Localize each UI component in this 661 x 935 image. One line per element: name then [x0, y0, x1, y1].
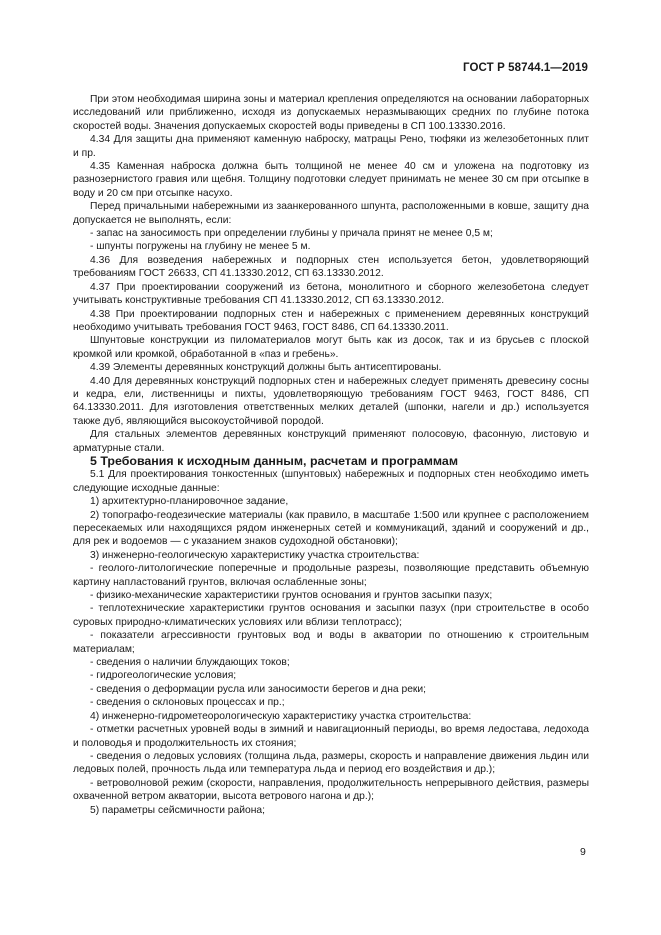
page-number: 9 — [580, 846, 586, 858]
section-title: 5 Требования к исходным данным, расчетам и программам — [90, 453, 458, 468]
paragraph-4-35: 4.35 Каменная наброска должна быть толщиной не менее 40 см и уложена на подготовку из разнозернистого гравия или щебня. Толщину подготовки следует принимать не менее 30 см при отсыпке в воду и 20 см при отсыпке насухо. — [73, 161, 589, 199]
sub-list-item: - сведения о склоновых процессах и пр.; — [90, 697, 285, 709]
paragraph-4-40: 4.40 Для деревянных конструкций подпорных стен и набережных следует применять древесину сосны и кедра, ели, лиственницы и пихты, удовлетворяющую требованиям ГОСТ 9463, ГОСТ 8486, СП 64.13330.2011. Для изготовления ответственных мелких деталей (шпонки, нагели и др.) используется также дуб, являющийся высокоустойчивой породой. — [73, 375, 589, 427]
paragraph: При этом необходимая ширина зоны и материал крепления определяются на основании лабораторных исследований или приближенно, исходя из допускаемых неразмывающих средних по глубине потока скоростей воды. Значения допускаемых скоростей воды приведены в СП 100.13330.2016. — [73, 94, 589, 132]
paragraph: Перед причальными набережными из заанкерованного шпунта, расположенными в ковше, защиту дна допускается не выполнять, если: — [73, 201, 589, 226]
sub-list-item: - ветроволновой режим (скорости, направления, продолжительность непрерывного действия, размеры охваченной ветром акватории, высота ветрового нагона и др.); — [73, 777, 589, 803]
paragraph-5-1: 5.1 Для проектирования тонкостенных (шпунтовых) набережных и подпорных стен необходимо иметь следующие исходные данные: — [73, 469, 589, 494]
paragraph: Шпунтовые конструкции из пиломатериалов могут быть как из досок, так и из брусьев с плоской кромкой или кромкой, обработанной в «паз и гребень». — [73, 335, 589, 360]
sub-list-item: - сведения о наличии блуждающих токов; — [90, 657, 290, 669]
sub-list-item: - сведения о деформации русла или заносимости берегов и дна реки; — [90, 683, 427, 695]
paragraph-4-38: 4.38 При проектировании подпорных стен и набережных с применением деревянных конструкций необходимо учитывать требования ГОСТ 9463, ГОСТ 8486, СП 64.13330.2011. — [73, 308, 589, 333]
list-item: 4) инженерно-гидрометеорологическую характеристику участка строительства: — [90, 710, 472, 722]
list-item: - шпунты погружены на глубину не менее 5 м. — [90, 241, 311, 253]
list-item: 5) параметры сейсмичности района; — [90, 804, 266, 816]
sub-list-item: - теплотехнические характеристики грунтов основания и засыпки пазух (при строительстве в особо суровых природно-климатических условиях или вблизи теплотрасс); — [73, 603, 589, 628]
paragraph-4-39: 4.39 Элементы деревянных конструкций должны быть антисептированы. — [90, 362, 442, 374]
paragraph-4-34: 4.34 Для защиты дна применяют каменную наброску, матрацы Рено, тюфяки из железобетонных плит и пр. — [73, 134, 589, 159]
paragraph-4-37: 4.37 При проектировании сооружений из бетона, монолитного и сборного железобетона следует учитывать конструктивные требования СП 41.13330.2012, СП 63.13330.2012. — [73, 281, 589, 307]
list-item: 2) топографо-геодезические материалы (как правило, в масштабе 1:500 или крупнее с расположением пересекаемых или находящихся рядом инженерных сетей и коммуникаций, зданий и сооружений и др., для рек и водоемов — с указанием знаков судоходной обстановки); — [73, 509, 589, 548]
sub-list-item: - отметки расчетных уровней воды в зимний и навигационный периоды, во время ледостава, ледохода и половодья и продолжительность их стояния; — [73, 724, 589, 749]
list-item: 3) инженерно-геологическую характеристику участка строительства: — [90, 549, 420, 561]
paragraph: Для стальных элементов деревянных конструкций применяют полосовую, фасонную, листовую и арматурные стали. — [73, 429, 589, 454]
sub-list-item: - гидрогеологические условия; — [90, 670, 237, 682]
sub-list-item: - физико-механические характеристики грунтов основания и грунтов засыпки пазух; — [90, 590, 493, 602]
sub-list-item: - геолого-литологические поперечные и продольные разрезы, позволяющие представить объемную картину напластований грунтов, включая ослабленные зоны; — [73, 563, 589, 588]
list-item: - запас на заносимость при определении глубины у причала принят не менее 0,5 м; — [90, 228, 493, 240]
document-body — [73, 93, 589, 817]
sub-list-item: - показатели агрессивности грунтовых вод и воды в акватории по отношению к строительным материалам; — [73, 630, 589, 655]
paragraph-4-36: 4.36 Для возведения набережных и подпорных стен используется бетон, удовлетворяющий требованиям ГОСТ 26633, СП 41.13330.2012, СП 63.13330.2012. — [73, 254, 589, 280]
document-code-header: ГОСТ Р 58744.1—2019 — [463, 62, 588, 74]
list-item: 1) архитектурно-планировочное задание, — [90, 496, 289, 508]
sub-list-item: - сведения о ледовых условиях (толщина льда, размеры, скорость и направление движения льдин или ледовых полей, прочность льда или температура льда и период его воздействия и др.); — [73, 750, 589, 776]
